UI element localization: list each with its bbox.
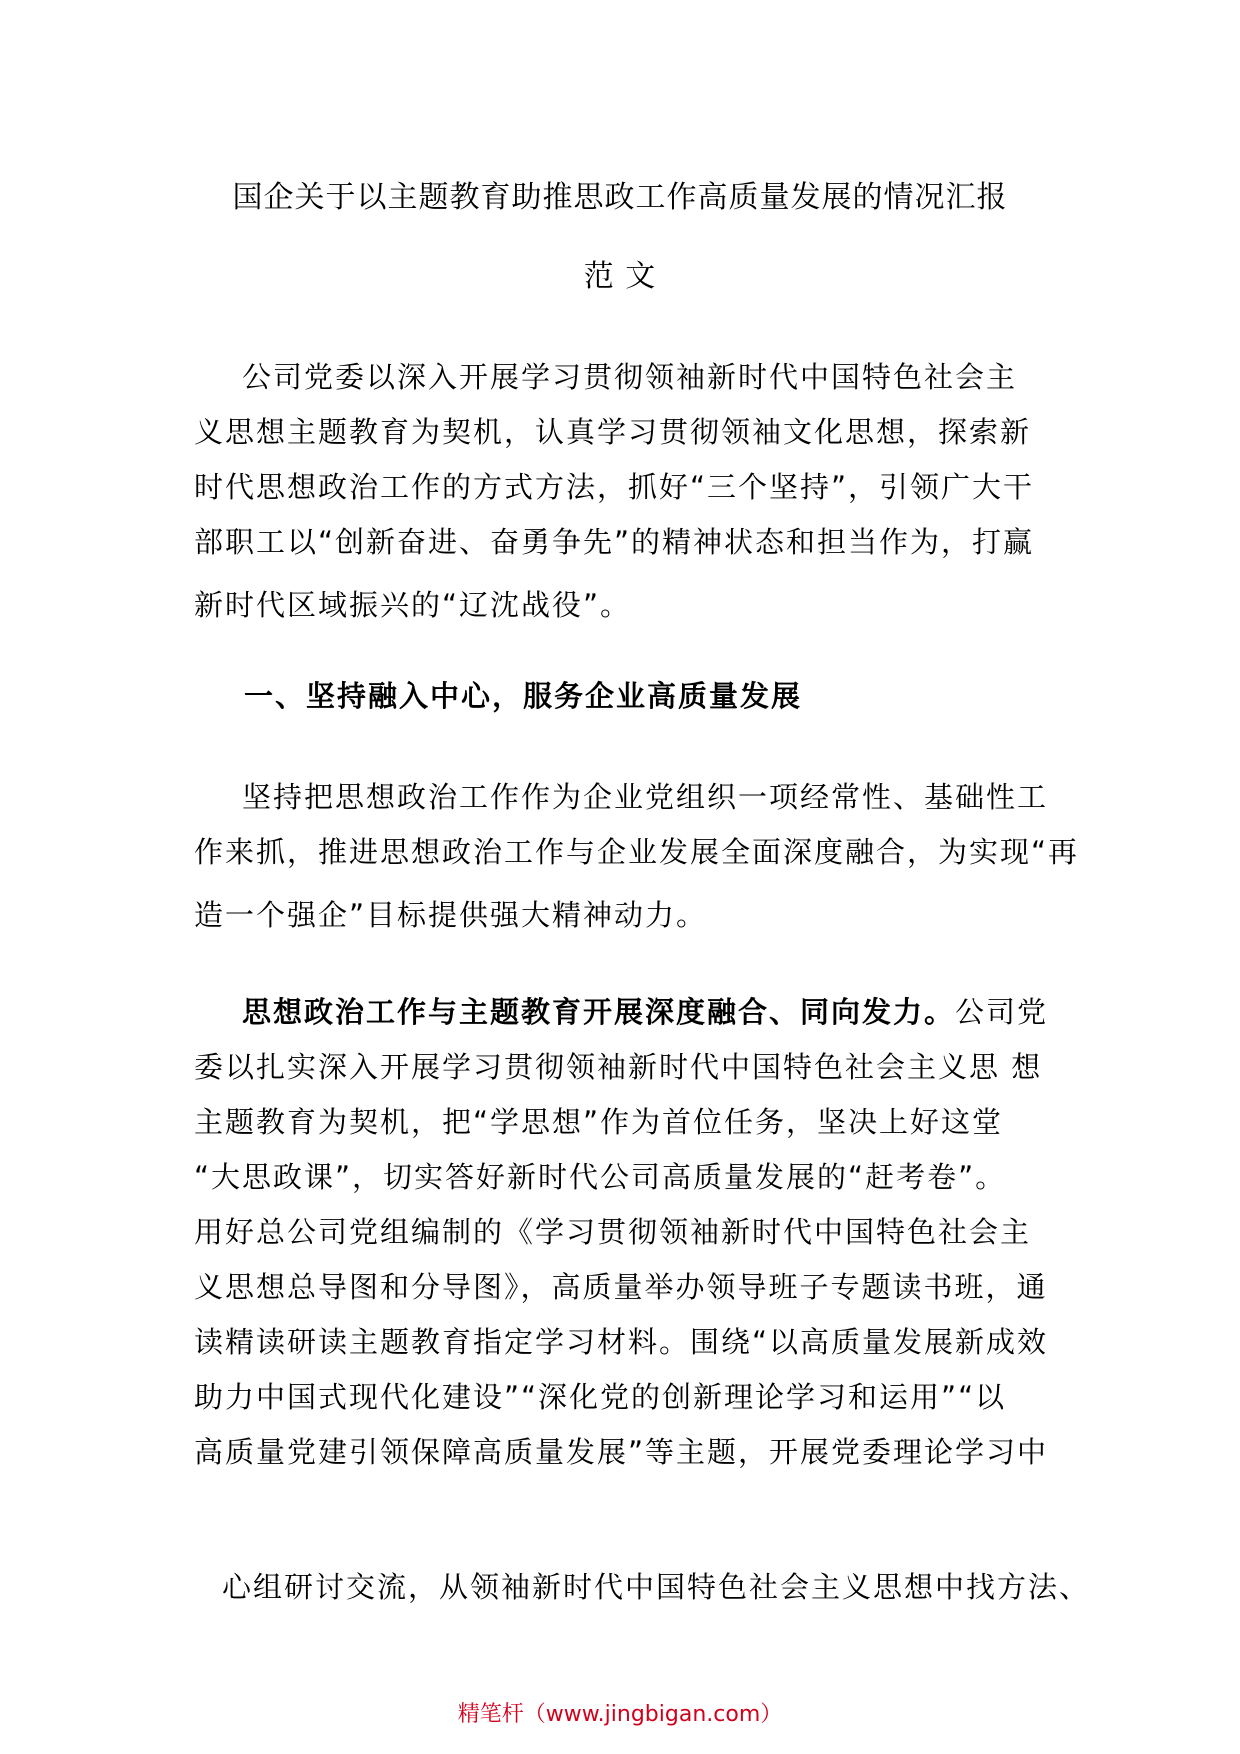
paragraph-line: 高质量党建引领保障高质量发展”等主题，开展党委理论学习中	[194, 1435, 1049, 1469]
paragraph-line: 读精读研读主题教育指定学习材料。围绕“以高质量发展新成效	[194, 1325, 1049, 1359]
paragraph-line: 委以扎实深入开展学习贯彻领袖新时代中国特色社会主义思 想	[194, 1050, 1043, 1084]
paragraph-line: 用好总公司党组编制的《学习贯彻领袖新时代中国特色社会主	[194, 1215, 1032, 1249]
section1-paragraph2	[194, 985, 1064, 1480]
section1-paragraph3	[194, 1560, 1091, 1615]
paragraph-line: 新时代区域振兴的“辽沈战役”。	[194, 588, 632, 622]
paragraph-line: 义思想主题教育为契机，认真学习贯彻领袖文化思想，探索新	[194, 415, 1032, 449]
intro-paragraph	[194, 350, 1064, 633]
doc-title-line2: 范 文	[583, 259, 657, 294]
doc-title-line1: 国企关于以主题教育助推思政工作高质量发展的情况汇报	[232, 180, 1008, 215]
paragraph-line: 公司党委以深入开展学习贯彻领袖新时代中国特色社会主	[242, 360, 1018, 394]
paragraph-line: 时代思想政治工作的方式方法，抓好“三个坚持”，引领广大干	[194, 470, 1035, 504]
paragraph-line: 主题教育为契机，把“学思想”作为首位任务，坚决上好这堂	[194, 1105, 1004, 1139]
paragraph-line: 作来抓，推进思想政治工作与企业发展全面深度融合，为实现“再	[194, 835, 1080, 869]
paragraph-line: 助力中国式现代化建设”“深化党的创新理论学习和运用”“以	[194, 1380, 1007, 1414]
paragraph-line: 造一个强企”目标提供强大精神动力。	[194, 898, 708, 932]
paragraph-first-line	[194, 985, 1064, 1040]
paragraph-line: “大思政课”，切实答好新时代公司高质量发展的“赶考卷”。	[194, 1160, 1007, 1194]
paragraph-text: 公司党	[955, 995, 1049, 1029]
section-heading: 一、坚持融入中心，服务企业高质量发展	[244, 679, 803, 713]
paragraph-line: 义思想总导图和分导图》，高质量举办领导班子专题读书班，通	[194, 1270, 1048, 1304]
paragraph-line: 坚持把思想政治工作作为企业党组织一项经常性、基础性工	[242, 780, 1049, 814]
paragraph-line: 部职工以“创新奋进、奋勇争先”的精神状态和担当作为，打赢	[194, 525, 1035, 559]
paragraph-line: 心组研讨交流，从领袖新时代中国特色社会主义思想中找方法、	[222, 1570, 1091, 1604]
section1-paragraph1	[194, 770, 1080, 943]
footer-watermark: 精笔杆（www.jingbigan.com）	[457, 1702, 783, 1727]
bold-lead-sentence: 思想政治工作与主题教育开展深度融合、同向发力。	[242, 995, 956, 1029]
